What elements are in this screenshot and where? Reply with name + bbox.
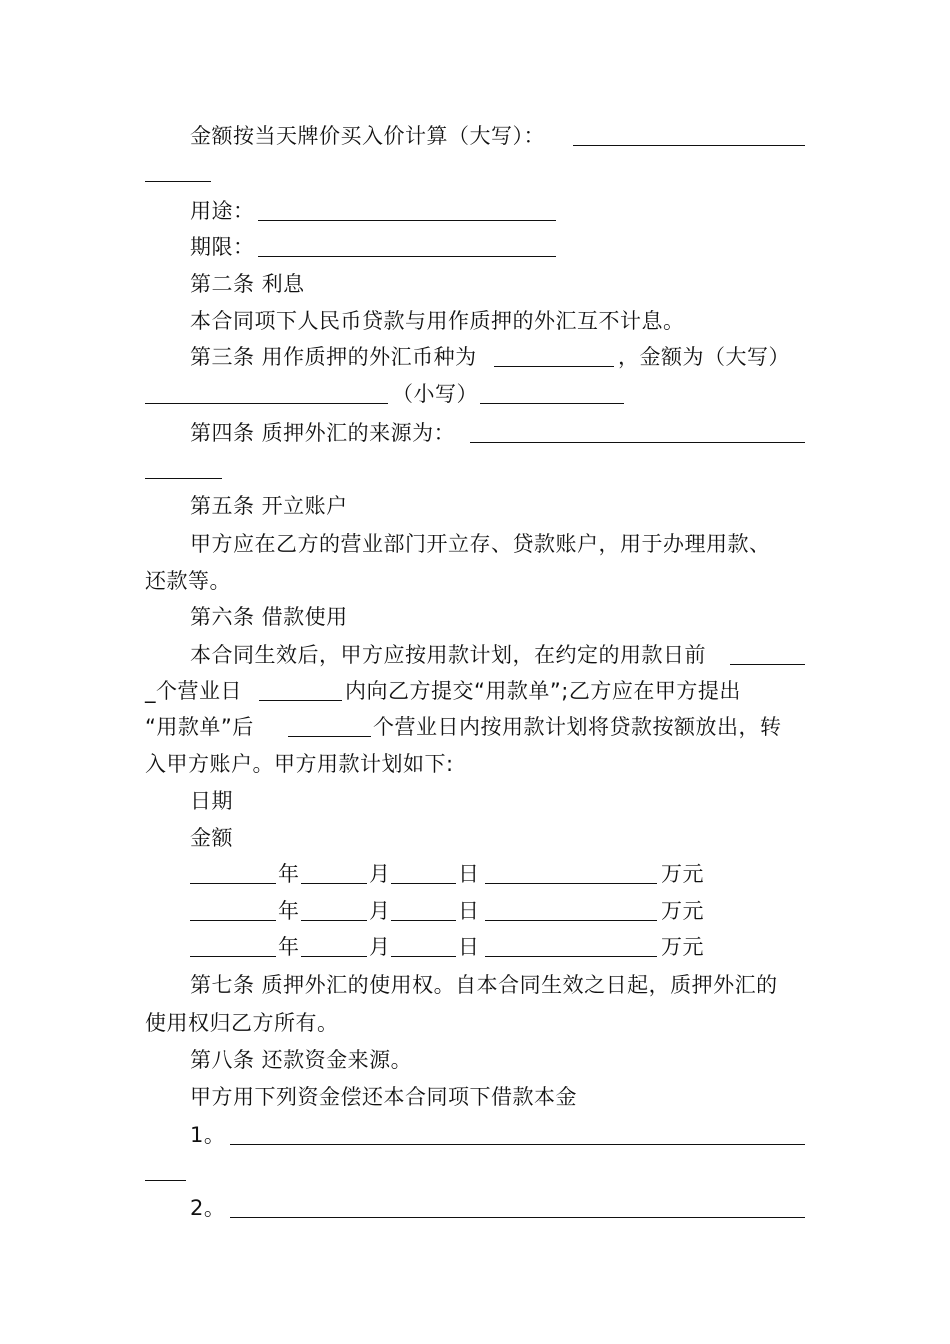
article4-text: 第四条 质押外汇的来源为： xyxy=(190,421,456,445)
year-blank xyxy=(190,956,276,957)
article7-text-2: 使用权归乙方所有。 xyxy=(145,1011,339,1035)
usage-label: 用途： xyxy=(190,199,255,223)
day-blank xyxy=(391,920,456,921)
unit-label: 万元 xyxy=(661,935,704,959)
article2-body: 本合同项下人民币贷款与用作质押的外汇互不计息。 xyxy=(190,309,685,333)
article7-text-1: 第七条 质押外汇的使用权。自本合同生效之日起，质押外汇的 xyxy=(190,973,778,997)
month-label: 月 xyxy=(369,899,391,923)
year-blank xyxy=(190,883,276,884)
item-2-blank xyxy=(230,1217,805,1218)
day-blank xyxy=(391,956,456,957)
year-label: 年 xyxy=(278,862,300,886)
article8-body: 甲方用下列资金偿还本合同项下借款本金 xyxy=(190,1085,577,1109)
article6-text-1: 本合同生效后，甲方应按用款计划，在约定的用款日前 xyxy=(190,643,706,667)
month-label: 月 xyxy=(369,862,391,886)
unit-label: 万元 xyxy=(661,862,704,886)
plan-date-label: 日期 xyxy=(190,789,233,813)
year-blank xyxy=(190,920,276,921)
month-blank xyxy=(301,920,367,921)
plan-amount-label: 金额 xyxy=(190,826,233,850)
item-2-number: 2。 xyxy=(190,1196,226,1220)
unit-label: 万元 xyxy=(661,899,704,923)
amount-lower-blank xyxy=(480,403,624,404)
business-days-blank xyxy=(259,700,342,701)
source-blank xyxy=(470,442,805,443)
plan-amount-blank xyxy=(485,920,657,921)
article6-text-3a: “用款单”后 xyxy=(145,715,254,739)
source-blank-continuation xyxy=(145,478,222,479)
usage-blank xyxy=(258,220,556,221)
article3-amount-upper: ，金额为（大写） xyxy=(618,345,790,369)
term-label: 期限： xyxy=(190,235,255,259)
day-label: 日 xyxy=(458,899,480,923)
article6-text-4: 入甲方账户。甲方用款计划如下: xyxy=(145,752,454,776)
amount-blank-continuation xyxy=(145,181,211,182)
article6-text-2b: 内向乙方提交“用款单”;乙方应在甲方提出 xyxy=(345,679,741,703)
article5-body-1: 甲方应在乙方的营业部门开立存、贷款账户，用于办理用款、 xyxy=(190,532,771,556)
day-label: 日 xyxy=(458,935,480,959)
amount-upper-blank xyxy=(145,403,388,404)
article5-body-2: 还款等。 xyxy=(145,569,231,593)
article3-amount-lower: （小写） xyxy=(392,382,478,406)
month-blank xyxy=(301,956,367,957)
article5-title: 第五条 开立账户 xyxy=(190,494,348,518)
amount-blank xyxy=(573,145,805,146)
plan-amount-blank xyxy=(485,883,657,884)
month-label: 月 xyxy=(369,935,391,959)
plan-amount-blank xyxy=(485,956,657,957)
currency-blank xyxy=(494,366,614,367)
article6-text-2a: _个营业日 xyxy=(145,679,242,703)
article8-title: 第八条 还款资金来源。 xyxy=(190,1048,413,1072)
release-days-blank xyxy=(288,736,371,737)
article6-text-3b: 个营业日内按用款计划将贷款按额放出，转 xyxy=(373,715,782,739)
item-1-blank-continuation xyxy=(145,1180,186,1181)
day-blank xyxy=(391,883,456,884)
item-1-number: 1。 xyxy=(190,1123,226,1147)
item-1-blank xyxy=(230,1144,805,1145)
article3-prefix: 第三条 用作质押的外汇币种为 xyxy=(190,345,477,369)
days-before-blank xyxy=(730,664,805,665)
day-label: 日 xyxy=(458,862,480,886)
term-blank xyxy=(258,256,556,257)
year-label: 年 xyxy=(278,899,300,923)
article2-title: 第二条 利息 xyxy=(190,272,305,296)
month-blank xyxy=(301,883,367,884)
article6-title: 第六条 借款使用 xyxy=(190,605,348,629)
year-label: 年 xyxy=(278,935,300,959)
amount-label: 金额按当天牌价买入价计算（大写）： xyxy=(190,124,545,148)
